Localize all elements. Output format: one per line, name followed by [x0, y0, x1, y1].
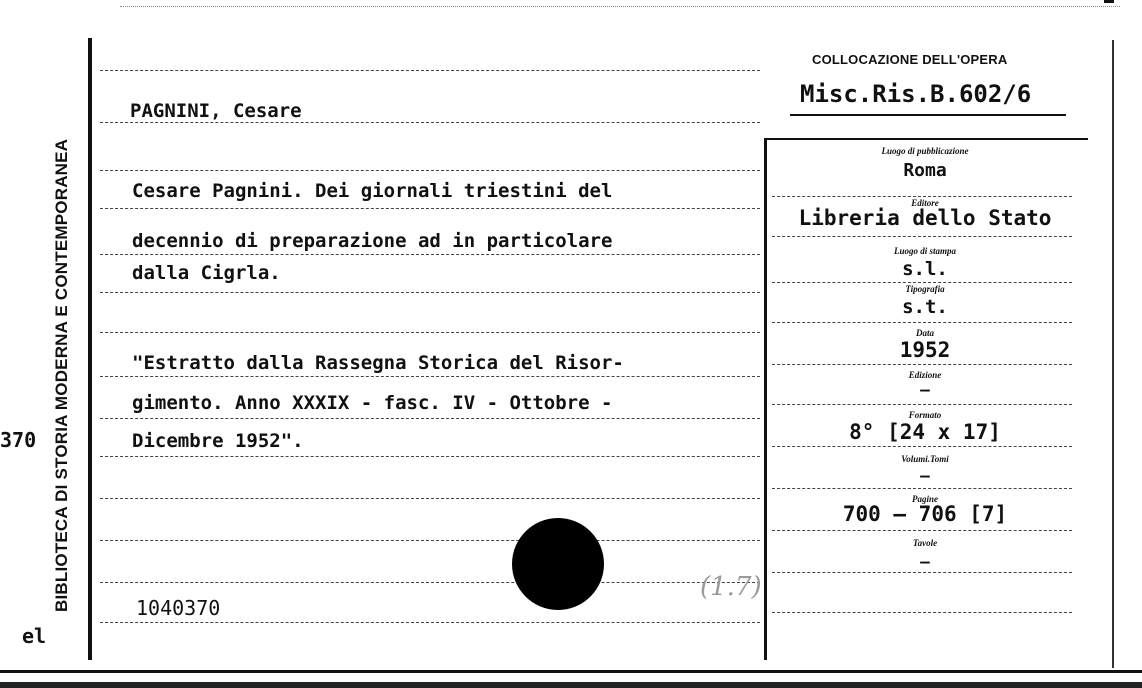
margin-fragment-number: 370 — [0, 428, 37, 452]
volumes-label: Volumi.Tomi — [901, 454, 949, 464]
details-line — [772, 196, 1072, 197]
pencil-mark: (1.7) — [700, 572, 762, 602]
title-line-3: dalla Cigrla. — [132, 262, 281, 284]
right-edge-tick — [1104, 0, 1114, 3]
details-line — [772, 446, 1072, 447]
details-line — [772, 282, 1072, 283]
publisher-value: Libreria dello Stato — [798, 206, 1052, 230]
note-line-1: "Estratto dalla Rassegna Storica del Risor- — [132, 352, 624, 374]
details-box-top-rule — [764, 138, 1088, 140]
edition-label: Edizione — [908, 370, 942, 380]
pages-value: 700 – 706 [7] — [842, 502, 1008, 526]
note-line-2: gimento. Anno XXXIX - fasc. IV - Ottobre - — [132, 392, 613, 414]
volumes-value: – — [920, 466, 930, 485]
ruled-line — [100, 208, 760, 209]
shelfmark-underline — [790, 114, 1066, 116]
card-punch-hole — [512, 518, 604, 610]
plates-value: – — [920, 552, 930, 571]
inventory-number: 1040370 — [136, 596, 221, 620]
print-place-value: s.l. — [902, 258, 948, 280]
author-heading: PAGNINI, Cesare — [130, 100, 302, 122]
print-place-label: Luogo di stampa — [893, 246, 956, 256]
details-line — [772, 572, 1072, 573]
details-line — [772, 488, 1072, 489]
format-label: Formato — [908, 410, 942, 420]
margin-fragment-text: el — [22, 624, 47, 648]
details-line — [772, 236, 1072, 237]
bottom-edge-shadow — [0, 682, 1142, 688]
left-margin-rule — [88, 38, 92, 660]
title-line-2: decennio di preparazione ad in particolare — [132, 230, 613, 252]
publisher-label: Editore — [911, 198, 939, 208]
ruled-line — [100, 582, 760, 583]
title-line-1: Cesare Pagnini. Dei giornali triestini del — [132, 180, 613, 202]
details-line — [772, 404, 1072, 405]
institution-spine-label: BIBLIOTECA DI STORIA MODERNA E CONTEMPORANEA — [52, 138, 71, 612]
date-label: Data — [916, 328, 934, 338]
note-line-3: Dicembre 1952". — [132, 430, 304, 452]
printer-label: Tipografia — [905, 284, 945, 294]
printer-value: s.t. — [902, 296, 948, 318]
ruled-line — [100, 540, 760, 541]
ruled-line — [100, 498, 760, 499]
ruled-line — [100, 254, 760, 255]
details-line — [772, 530, 1072, 531]
edition-value: – — [920, 380, 930, 399]
ruled-line — [100, 418, 760, 419]
ruled-line — [100, 456, 760, 457]
pages-label: Pagine — [912, 494, 938, 504]
bottom-rule — [0, 670, 1142, 673]
ruled-line — [100, 122, 760, 123]
ruled-line — [100, 622, 760, 623]
top-edge-line — [120, 6, 1120, 7]
ruled-line — [100, 170, 760, 171]
ruled-line — [100, 292, 760, 293]
details-line — [772, 612, 1072, 613]
ruled-line — [100, 376, 760, 377]
shelfmark-value: Misc.Ris.B.602/6 — [800, 80, 1032, 108]
place-value: Roma — [903, 160, 947, 181]
details-box-left-rule — [764, 138, 767, 660]
right-edge-rule — [1112, 40, 1114, 668]
ruled-line — [100, 332, 760, 333]
place-label: Luogo di pubblicazione — [881, 146, 969, 156]
shelfmark-label: COLLOCAZIONE DELL'OPERA — [812, 52, 1008, 67]
ruled-line — [100, 70, 760, 71]
plates-label: Tavole — [912, 538, 938, 548]
details-line — [772, 364, 1072, 365]
format-value: 8° [24 x 17] — [849, 420, 1001, 444]
date-value: 1952 — [899, 338, 951, 362]
details-line — [772, 322, 1072, 323]
